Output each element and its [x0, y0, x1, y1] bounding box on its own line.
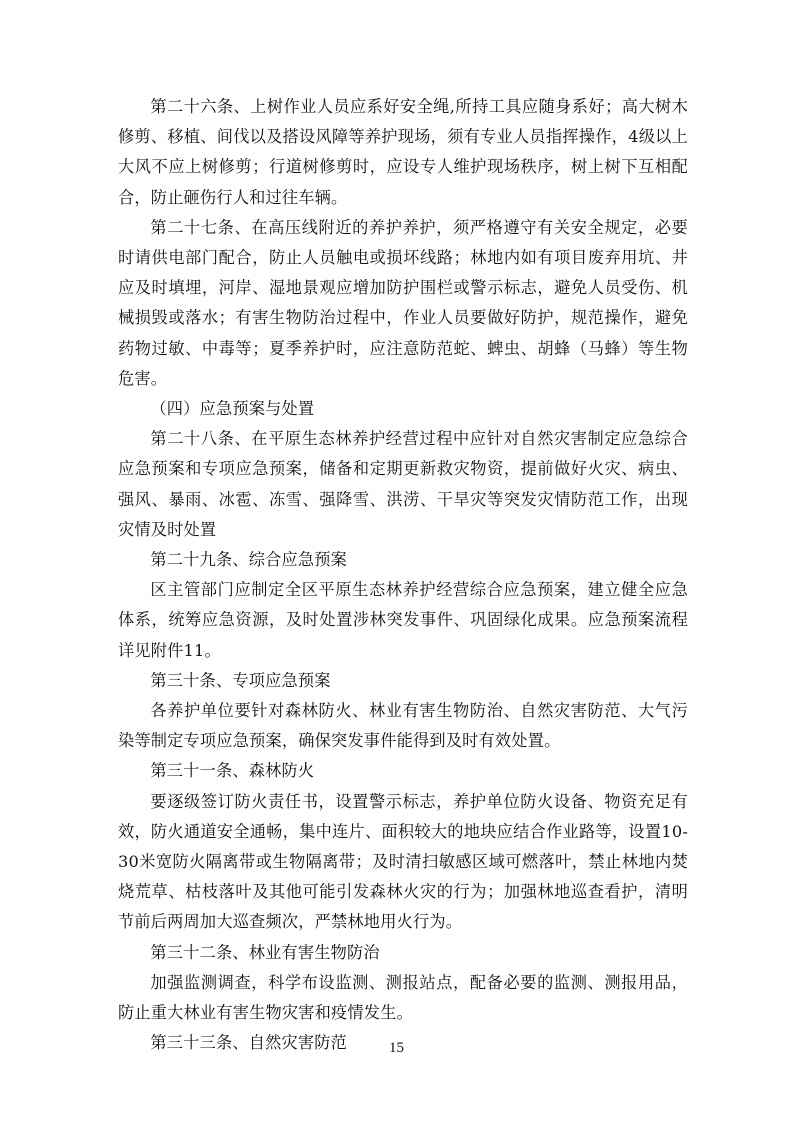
article-32-heading: 第三十二条、林业有害生物防治 [150, 942, 380, 962]
article-31-paragraph: 要逐级签订防火责任书，设置警示标志，养护单位防火设备、物资充足有效，防火通道安全通畅，集中连片、面积较大的地块应结合作业路等，设置10-30米宽防火隔离带或生物隔离带；及时清扫敏感区域可燃落叶，禁止林地内焚烧荒草、枯枝落叶及其他可能引发森林火灾的行为；加强林地巡查看护，清明节前后两周加大巡查频次，严禁林地用火行为。 [118, 791, 688, 932]
article-28-paragraph: 第二十八条、在平原生态林养护经营过程中应针对自然灾害制定应急综合应急预案和专项应急预案，储备和定期更新救灾物资，提前做好火灾、病虫、强风、暴雨、冰雹、冻雪、强降雪、洪涝、干旱灾等突发灾情防范工作，出现灾情及时处置 [118, 429, 688, 539]
article-26-paragraph: 第二十六条、上树作业人员应系好安全绳,所持工具应随身系好；高大树木修剪、移植、间伐以及搭设风障等养护现场，须有专业人员指挥操作，4级以上大风不应上树修剪；行道树修剪时，应设专人维护现场秩序，树上树下互相配合，防止砸伤行人和过往车辆。 [118, 97, 688, 207]
article-29-paragraph: 区主管部门应制定全区平原生态林养护经营综合应急预案，建立健全应急体系，统筹应急资源，及时处置涉林突发事件、巩固绿化成果。应急预案流程详见附件11。 [118, 580, 688, 660]
article-30-paragraph: 各养护单位要针对森林防火、林业有害生物防治、自然灾害防范、大气污染等制定专项应急预案，确保突发事件能得到及时有效处置。 [118, 701, 688, 751]
article-27-paragraph: 第二十七条、在高压线附近的养护养护，须严格遵守有关安全规定，必要时请供电部门配合，防止人员触电或损坏线路；林地内如有项目废弃用坑、井应及时填埋，河岸、湿地景观应增加防护围栏或警示标志，避免人员受伤、机械损毁或落水；有害生物防治过程中，作业人员要做好防护，规范操作，避免药物过敏、中毒等；夏季养护时，应注意防范蛇、蜱虫、胡蜂（马蜂）等生物危害。 [118, 217, 688, 388]
section-4-heading: （四）应急预案与处置 [150, 399, 315, 419]
page-number: 15 [389, 1040, 404, 1056]
article-33-heading: 第三十三条、自然灾害防范 [150, 1033, 348, 1053]
document-body [118, 92, 688, 1059]
article-32-paragraph: 加强监测调查，科学布设监测、测报站点，配备必要的监测、测报用品，防止重大林业有害生物灾害和疫情发生。 [118, 972, 688, 1023]
article-30-heading: 第三十条、专项应急预案 [150, 670, 331, 690]
article-31-heading: 第三十一条、森林防火 [150, 761, 315, 781]
article-29-heading: 第二十九条、综合应急预案 [150, 550, 348, 570]
